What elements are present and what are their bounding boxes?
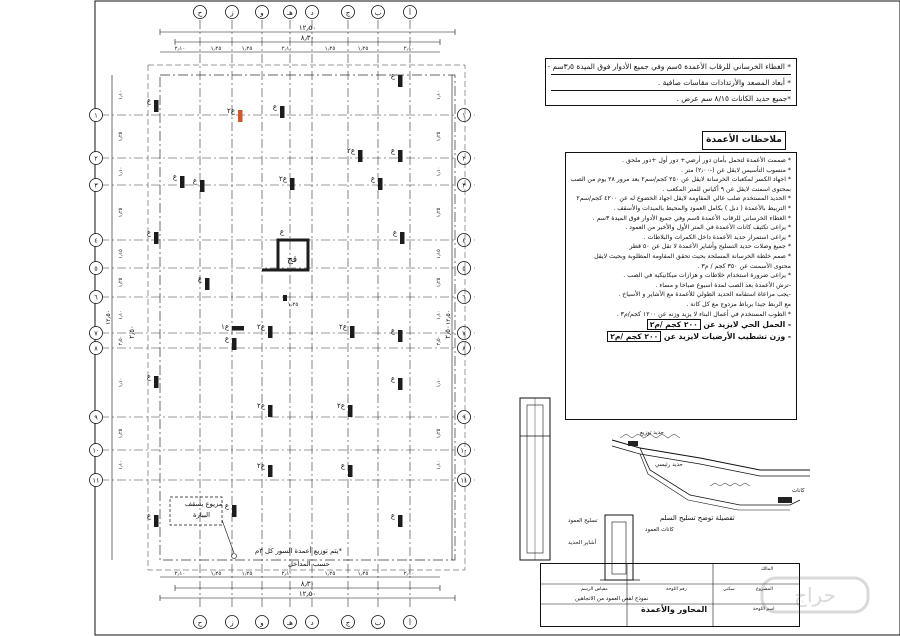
grid-label-left: ٢ <box>94 154 98 163</box>
notes-title: ملاحظات الأعمدة <box>702 131 786 150</box>
column <box>268 326 273 338</box>
live-load-value: ٢٠٠ كجم /م٢ <box>647 319 701 330</box>
dim-bay-bottom-label: ١٫٢٥ <box>210 571 222 577</box>
column <box>378 178 383 190</box>
note-line: * الحديد المستخدم صلب عالي المقاومة لايقل اجهاد الخضوع له عن ٤٢٠٠ كجم/سم٢ <box>576 195 791 203</box>
site-watermark <box>760 572 870 618</box>
dim-bay-left-label: ١٫١٠ <box>118 166 124 177</box>
dim-bay-bottom-label: ١٫٢٥ <box>241 571 253 577</box>
grid-label-left: ١ <box>94 111 98 120</box>
column <box>205 278 210 290</box>
tb-drawing-label: اسم اللوحة <box>753 607 775 612</box>
grid-label-right: ٥ <box>462 264 466 273</box>
notes-list <box>571 156 791 319</box>
column-label: ع٢ <box>257 323 265 331</box>
column <box>200 180 205 192</box>
dim-bay-right-label: ١٫١٠ <box>436 310 442 320</box>
column-label: ع٢ <box>337 402 345 410</box>
grid-label-left: ١٠ <box>92 446 100 455</box>
grid-label-right: ١١ <box>460 476 468 485</box>
grid-label-bottom: أ <box>409 619 411 627</box>
column <box>232 326 244 331</box>
column <box>348 465 353 477</box>
column-label: ع٢ <box>339 323 347 331</box>
column-label: ع <box>340 462 345 470</box>
dim-bay-right-label: ١٫١٠ <box>436 90 442 100</box>
column <box>154 232 159 244</box>
column <box>398 378 403 390</box>
column <box>280 106 285 118</box>
column-plan <box>90 6 476 629</box>
grid-label-bottom: و <box>260 619 264 627</box>
note-line: * صممت الأعمدة لتحمل بأمان دور أرضي+ دور أول +دور ملحق . <box>622 157 791 164</box>
section-caption: نموذج لقص العمود من الاتجاهين <box>575 596 649 602</box>
roof-columns-title: مزيوع بسقف <box>185 500 223 508</box>
grid-label-bottom: ج <box>345 619 351 627</box>
grid-label-right: ١ <box>462 111 466 120</box>
grid-label-top: د <box>310 9 314 17</box>
watermark-text: حراج <box>794 583 836 607</box>
column-label: ع <box>392 229 397 237</box>
stair-dim-left: ٢٫٥٠ <box>128 325 136 339</box>
grid-label-right: ٦ <box>462 293 466 302</box>
grid-label-left: ٩ <box>94 413 98 422</box>
column <box>238 110 243 122</box>
dim-bay-right-label: ١٫١٠ <box>436 377 442 388</box>
dim-bay-right-label: ١٫٢٥ <box>436 428 442 439</box>
column-label: ع <box>390 512 395 520</box>
roof-columns-sub: البيارة <box>193 511 210 519</box>
grid-label-left: ٥ <box>94 264 98 273</box>
column-label: ع <box>197 275 202 283</box>
grid-label-left: ٤ <box>94 236 98 245</box>
column-label: ع <box>146 229 151 237</box>
column-label: ع٢ <box>279 175 287 183</box>
note-line: بمحتوى اسمنت لايقل عن ٩ أكياس للمتر المكعب . <box>662 185 791 193</box>
note-line: محتوى الأسمنت عن ٣٥٠ كجم / م٣ . <box>697 262 791 270</box>
dim-bay-bottom-label: ٢٫١٠ <box>174 571 186 577</box>
finish-load-value: ٢٠٠ كجم /م٢ <box>607 331 661 342</box>
grid-label-left: ٣ <box>94 181 98 190</box>
grid-label-left: ١١ <box>92 476 100 485</box>
grid-label-top: أ <box>409 9 411 17</box>
grid-label-top: و <box>260 9 264 17</box>
grid-label-right: ٩ <box>462 413 466 422</box>
dim-bay-top-label: ١٫٢٥ <box>210 46 222 52</box>
plot-outer-boundary <box>148 65 465 570</box>
column <box>398 330 403 342</box>
stair-detail-caption: تفصيلة توضح تسليح السلم <box>660 514 735 522</box>
column-label: ع <box>224 335 229 343</box>
dim-left-overall-label: ١٢٫٥٠ <box>105 310 112 325</box>
note-line: * منسوب التأسيس لايقل عن (-٢٫٠٠) متر . <box>681 166 791 174</box>
column <box>400 232 405 244</box>
dim-bay-left-label: ١٫١٠ <box>118 460 124 470</box>
dim-bay-left-label: ١٫١٥ <box>118 249 124 259</box>
dim-overall-bottom-label: ١٢٫٥٠ <box>298 590 317 598</box>
live-load-prefix: - الحمل الحي لايزيد عن <box>703 320 791 330</box>
grid-label-top: هـ <box>287 9 293 17</box>
dim-second-bottom-label: ٨٫٣٠ <box>300 580 315 588</box>
note-line: * يراعى استمرار حديد الأعمدة داخل الكمرات والبلاطات . <box>643 233 791 241</box>
column-label: ع١ <box>221 323 229 331</box>
note-line: * جميع وصلات حديد التسليح وأشاير الأعمدة لا تقل عن ٥٠ قطر <box>629 243 791 251</box>
cover-note-1: * الغطاء الخرساني للرقاب الأعمدة ٥سم وفي جميع الأدوار فوق الميدة ٣٫٥سم - <box>551 59 791 75</box>
column-label: ع <box>390 72 395 80</box>
grid-label-top: ج <box>345 9 351 17</box>
column <box>350 326 355 338</box>
note-line: * الغطاء الخرساني للرقاب الأعمدة ٥سم وفي جميع الأدوار فوق الميدة ٣سم . <box>592 214 791 222</box>
dim-bay-left-label: ١٫٢٥ <box>118 428 124 439</box>
dim-bay-left-label: ١٫١٠ <box>118 310 124 320</box>
column-label: ع <box>390 375 395 383</box>
grid-label-left: ٨ <box>94 344 98 353</box>
grid-label-right: ٣ <box>462 181 466 190</box>
grid-label-bottom: د <box>310 619 314 627</box>
stair-opening-dim: ١٫٢٥ <box>287 302 299 308</box>
tb-scale-label: مقياس الرسم <box>581 587 608 592</box>
column-label: ع <box>224 502 229 510</box>
dim-bay-left-label: ١٫٢٥ <box>118 207 124 218</box>
grid-label-bottom: هـ <box>287 619 293 627</box>
fence-columns-note: *يتم توزيع أعمدة السور كل ٣م <box>255 547 342 555</box>
tb-owner-label: المالك <box>761 567 774 572</box>
dim-overall-top-label: ١٢٫٥٠ <box>298 24 317 32</box>
dim-bay-top-label: ٢٫١٠ <box>403 46 415 52</box>
column-label: ع <box>146 512 151 520</box>
column-label: ع <box>272 103 277 111</box>
dim-bay-right-label: ١٫١٥ <box>436 249 442 259</box>
live-load-note <box>571 319 791 331</box>
tb-drawing-value: المحاور والأعمدة <box>641 605 708 614</box>
dim-bay-left-label: ٢٫٥٠ <box>118 335 124 346</box>
section-label-starters: أشاير الحديد <box>568 540 597 546</box>
core-column-label: ع <box>279 228 285 236</box>
stair-label-ties: كانات <box>792 488 805 494</box>
column <box>154 515 159 527</box>
column-label: ع٢ <box>347 147 355 155</box>
grid-label-top: ح <box>197 9 203 17</box>
dim-bay-bottom-label: ١٫٢٥ <box>324 571 336 577</box>
tb-sheet-label: رقم اللوحة <box>666 587 687 592</box>
stair-dim-right: ٢٫٥٠ <box>444 325 452 339</box>
dim-bay-bottom-label: ٢٫١٠ <box>281 571 293 577</box>
note-line: -يجب مراعاة استقامة الحديد الطولي للأعمدة مع الأشاير و الأسياخ . <box>618 291 791 299</box>
grid-label-bottom: ب <box>374 619 382 627</box>
dim-bay-bottom-label: ٢٫١٠ <box>403 571 415 577</box>
column <box>268 465 273 477</box>
column-label: ع <box>172 173 177 181</box>
column-label: ع٢ <box>227 107 235 115</box>
dim-bay-right-label: ١٫٢٥ <box>436 277 442 288</box>
dim-bay-right-label: ١٫٢٥ <box>436 207 442 218</box>
note-line: * يراعى تكثيف كانات الأعمدة في المتر الأول والأخير من العمود . <box>625 224 791 232</box>
stair-reinforcement-detail <box>612 434 810 510</box>
grid-label-top: ز <box>230 9 234 17</box>
column <box>154 376 159 388</box>
core-label: قح <box>286 255 298 265</box>
grid-label-left: ٧ <box>94 329 98 338</box>
column-notes-box <box>565 152 797 420</box>
column <box>232 505 237 517</box>
grid-label-left: ٦ <box>94 293 98 302</box>
grid-label-right: ١٠ <box>460 446 468 455</box>
section-label-rebar: تسليح العمود <box>568 518 598 524</box>
tb-project-label: المشروع <box>756 587 773 592</box>
grid-label-top: ب <box>374 9 382 17</box>
dim-bay-left-label: ١٫١٠ <box>118 90 124 100</box>
column <box>398 515 403 527</box>
column-label: ع <box>146 97 151 105</box>
column <box>290 178 295 190</box>
dim-bay-top-label: ٢٫١٠ <box>174 46 186 52</box>
note-line: -ترش الأعمدة بعد الصب لمدة اسبوع صباحا و مساء . <box>655 281 791 289</box>
neighbor-note: حسب المداخل <box>288 560 330 568</box>
tb-project-value: سكني <box>723 587 735 592</box>
column <box>358 150 363 162</box>
stair-column <box>283 295 287 301</box>
plot-boundary <box>160 75 455 560</box>
column <box>398 75 403 87</box>
column-label: ع <box>192 177 197 185</box>
note-line: * الطوب المستخدم في أعمال البناء لا يزيد وزنه عن ١٢٠٠ كجم/م٣ . <box>616 310 791 318</box>
dim-bay-right-label: ١٫١٠ <box>436 166 442 177</box>
dim-bay-left-label: ١٫٢٥ <box>118 277 124 288</box>
grid-label-right: ٧ <box>462 329 466 338</box>
dim-right-overall-label: ١٢٫٥٠ <box>445 310 452 325</box>
note-line: * التربيط بالأعمدة ( دبل ) بكامل العمود والمحيط بالميدات والأسقف . <box>613 204 791 212</box>
dim-bay-top-label: ١٫٢٥ <box>357 46 369 52</box>
column-label: ع <box>370 175 375 183</box>
column <box>398 150 403 162</box>
column <box>154 100 159 112</box>
column-label: ع٢ <box>257 402 265 410</box>
note-line: مع الربط جيدا برباط مزدوج مع كل كانة . <box>686 300 791 308</box>
grid-label-right: ٨ <box>462 344 466 353</box>
column-label: ع <box>390 327 395 335</box>
column <box>268 405 273 417</box>
dim-second-top-label: ٨٫٣٠ <box>300 34 315 42</box>
dim-bay-top-label: ١٫٢٥ <box>324 46 336 52</box>
cover-note-2: * أبعاد المصعد والأرتدادات مقاسات صافية . <box>551 75 791 91</box>
stair-label-dist: حديد توزيع <box>640 430 664 436</box>
grid-label-right: ٢ <box>462 154 466 163</box>
dim-bay-right-label: ١٫٢٥ <box>436 131 442 142</box>
note-line: * اجهاد الكسر لمكعبات الخرسانة لايقل عن ٢٥٠ كجم/سم٢ بعد مرور ٢٨ يوم من الصب <box>570 176 791 184</box>
section-label-ties: كانات العمود <box>645 527 674 533</box>
dim-bay-top-label: ٢٫١٠ <box>281 46 293 52</box>
grid-label-bottom: ز <box>230 619 234 627</box>
dim-bay-bottom-label: ١٫٢٥ <box>357 571 369 577</box>
column-label: ع <box>146 373 151 381</box>
cover-notes-box <box>545 58 797 106</box>
column-label: ع٢ <box>257 462 265 470</box>
finish-load-note <box>571 331 791 343</box>
dim-bay-top-label: ١٫٢٥ <box>241 46 253 52</box>
cover-note-3: *جميع حديد الكانات ٨/١٥ سم عرض . <box>676 94 791 103</box>
note-line: * يراعى ضرورة استخدام خلاطات و هزازات ميكانيكية في الصب . <box>623 272 791 280</box>
grid-label-right: ٤ <box>462 236 466 245</box>
column <box>180 176 185 188</box>
grid-label-bottom: ح <box>197 619 203 627</box>
dim-bay-left-label: ١٫١٠ <box>118 377 124 388</box>
stair-label-main: حديد رئيسي <box>655 462 683 468</box>
column <box>348 405 353 417</box>
dim-bay-left-label: ١٫٢٥ <box>118 131 124 142</box>
note-line: * صمم خلطة الخرسانة المسلحة بحيث تحقق المقاومة المطلوبة وبحيث لايقل <box>594 252 791 260</box>
dim-bay-right-label: ٢٫٥٠ <box>436 335 442 346</box>
column <box>232 338 237 350</box>
finish-load-prefix: - وزن تشطيب الأرضيات لايزيد عن <box>663 332 791 342</box>
dim-bay-right-label: ١٫١٠ <box>436 460 442 470</box>
column-section-details <box>520 398 640 580</box>
column-label: ع <box>390 147 395 155</box>
